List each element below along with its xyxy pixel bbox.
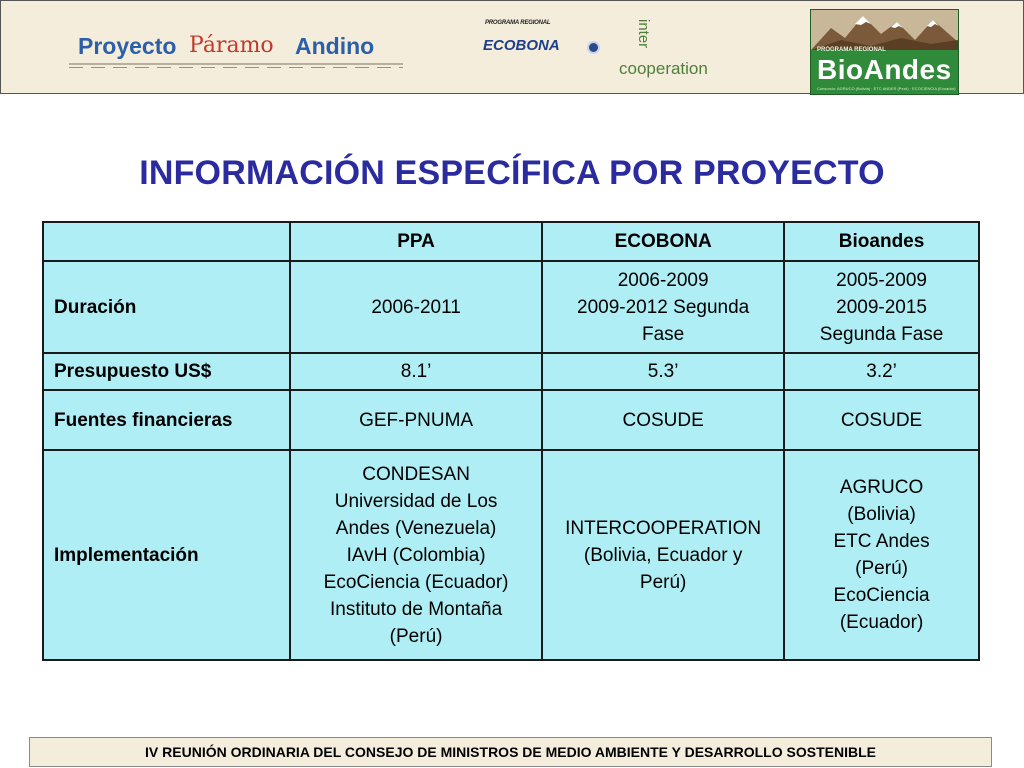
cell-line: CONDESAN	[362, 463, 470, 485]
ppa-logo-rule	[69, 67, 403, 68]
mountain-icon	[811, 10, 958, 50]
table-header-bioandes: Bioandes	[784, 222, 979, 261]
table-cell: COSUDE	[542, 390, 784, 450]
cell-line: ETC Andes	[833, 531, 930, 552]
bioandes-logo	[810, 9, 959, 95]
cell-line: Instituto de Montaña	[329, 598, 503, 620]
cell-line: Universidad de Los	[334, 490, 498, 512]
cell-line: (Perú)	[389, 625, 443, 647]
proyecto-paramo-andino-logo	[69, 31, 403, 69]
ecobona-dot-icon	[587, 41, 600, 54]
intercooperation-logo	[617, 19, 727, 79]
table-cell: COSUDE	[784, 390, 979, 450]
cell-line: Segunda Fase	[819, 323, 944, 345]
intercooperation-top: inter	[635, 19, 652, 49]
cell-line: 2009-2015	[836, 296, 927, 318]
row-label: Presupuesto US$	[43, 353, 290, 390]
bioandes-name: BioAndes	[817, 54, 952, 85]
cell-line: (Bolivia, Ecuador y	[583, 544, 743, 566]
bioandes-fine-print: Consorcio: AGRUCO (Bolivia) · ETC ANDES (Perú) · ECOCIENCIA (Ecuador)	[817, 86, 956, 91]
cell-line: Perú)	[639, 571, 687, 593]
row-label: Implementación	[43, 450, 290, 660]
table-row-implementacion	[43, 450, 979, 660]
table-cell	[542, 261, 784, 353]
cell-line: (Bolivia)	[847, 504, 916, 525]
cell-line: AGRUCO	[839, 477, 924, 498]
table-row-fuentes	[43, 390, 979, 450]
intercooperation-bottom: cooperation	[619, 59, 708, 78]
table-cell: 3.2’	[784, 353, 979, 390]
table-row-duracion	[43, 261, 979, 353]
row-label: Fuentes financieras	[43, 390, 290, 450]
cell-line: 2005-2009	[836, 269, 927, 291]
page-title: INFORMACIÓN ESPECÍFICA POR PROYECTO	[139, 154, 885, 192]
footer-banner: IV REUNIÓN ORDINARIA DEL CONSEJO DE MINISTROS DE MEDIO AMBIENTE Y DESARROLLO SOSTENIBLE	[29, 737, 992, 767]
table-row-presupuesto	[43, 353, 979, 390]
ecobona-tagline: PROGRAMA REGIONAL	[485, 20, 551, 26]
row-label: Duración	[43, 261, 290, 353]
cell-line: EcoCiencia	[833, 585, 930, 606]
table-cell: GEF-PNUMA	[290, 390, 542, 450]
cell-line: (Ecuador)	[839, 612, 924, 633]
table-cell: 2006-2011	[290, 261, 542, 353]
bioandes-tagline: PROGRAMA REGIONAL	[817, 47, 886, 53]
ppa-logo-underline	[69, 63, 403, 65]
header-band	[0, 0, 1024, 94]
table-cell: 5.3’	[542, 353, 784, 390]
table-cell	[784, 261, 979, 353]
ecobona-logo	[479, 19, 609, 69]
table-header-ecobona: ECOBONA	[542, 222, 784, 261]
cell-line: IAvH (Colombia)	[346, 544, 486, 566]
table-cell	[290, 450, 542, 660]
ecobona-name: ECOBONA	[483, 37, 560, 54]
table-header-row	[43, 222, 979, 261]
cell-line: (Perú)	[855, 558, 908, 579]
cell-line: 2006-2009	[617, 269, 709, 291]
table-header-empty	[43, 222, 290, 261]
cell-line: INTERCOOPERATION	[565, 517, 762, 539]
cell-line: 2009-2012 Segunda	[577, 296, 750, 318]
table-header-ppa: PPA	[290, 222, 542, 261]
table-cell	[542, 450, 784, 660]
cell-line: Andes (Venezuela)	[335, 517, 497, 539]
cell-line: Fase	[642, 323, 685, 345]
ppa-logo-word-3: Andino	[295, 33, 375, 59]
ppa-logo-word-1: Proyecto	[78, 33, 177, 59]
cell-line: EcoCiencia (Ecuador)	[323, 571, 509, 593]
project-info-table	[42, 221, 980, 661]
ppa-logo-word-2: Páramo	[189, 33, 274, 58]
table-cell	[784, 450, 979, 660]
table-cell: 8.1’	[290, 353, 542, 390]
